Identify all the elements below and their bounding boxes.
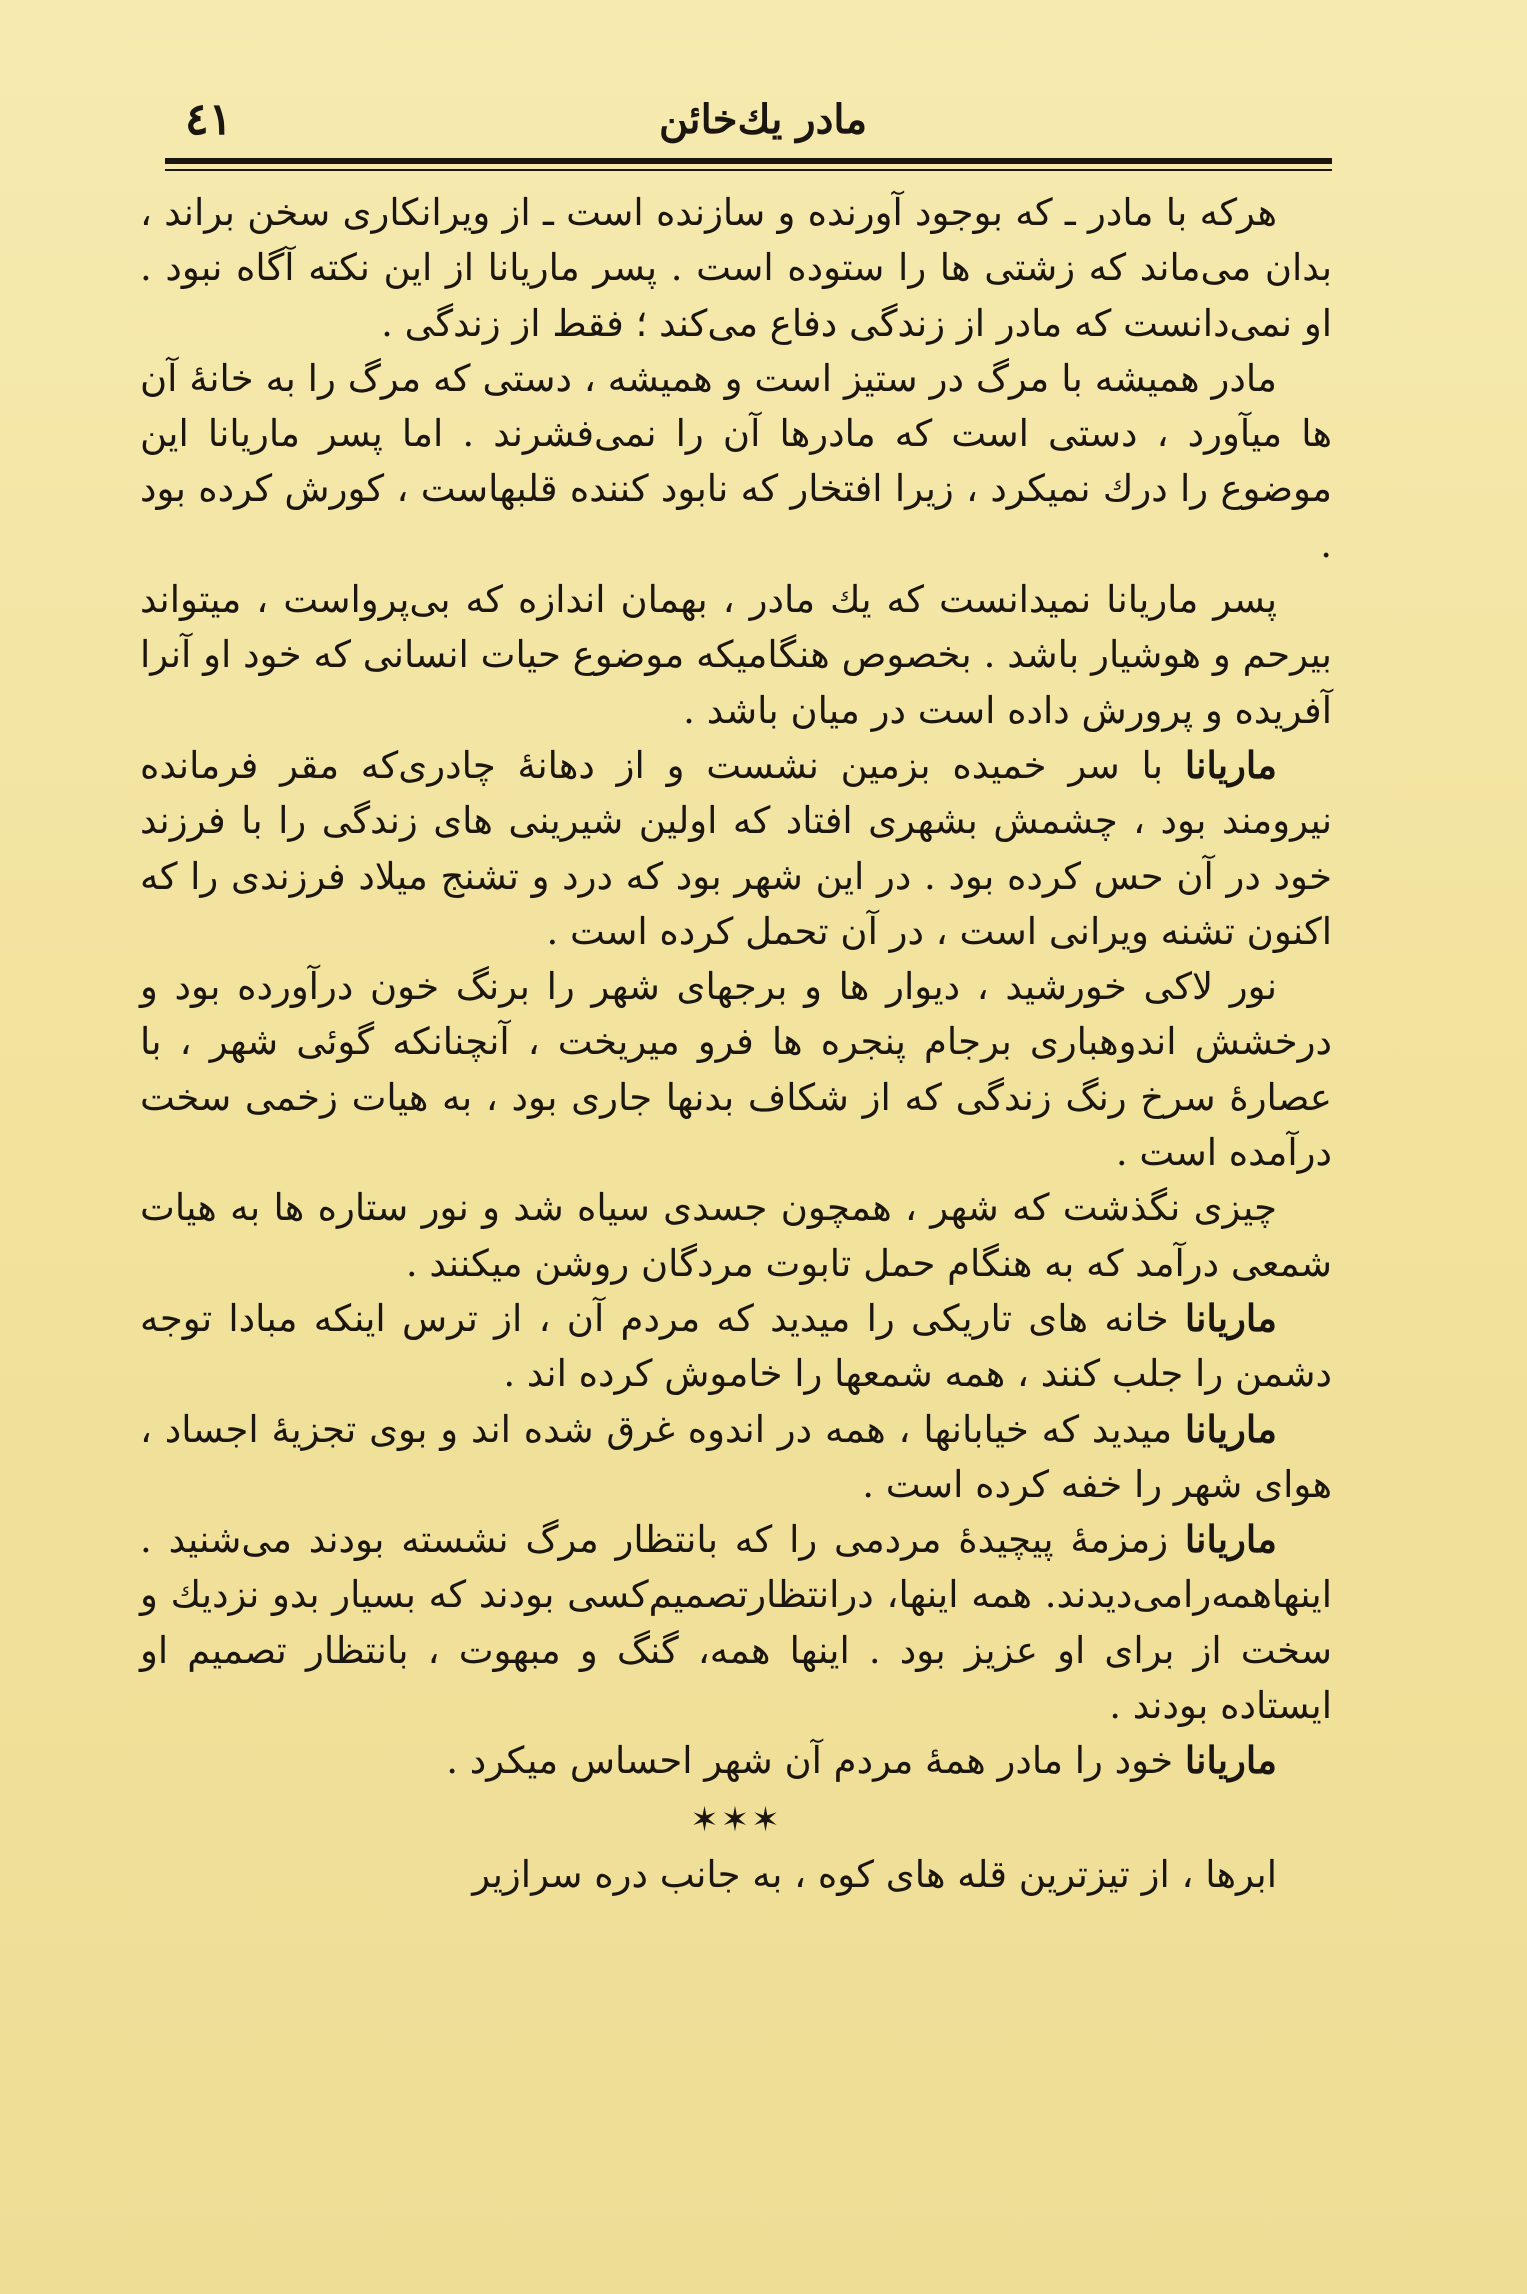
- paragraph-text: هرکه با مادر ـ که بوجود آورنده و سازنده است ـ از ویرانکاری سخن براند ، بدان می‌ماند که زشتی ها را ستوده است . پسر ماریانا از این نکته آگاه نبود . او نمی‌دانست که مادر از زندگی دفاع می‌کند ؛ فقط از زندگی .: [140, 191, 1332, 345]
- paragraph-lead: ماریانا: [1184, 1406, 1277, 1451]
- paragraph-lead: ماریانا: [1184, 742, 1277, 787]
- paragraph-lead: ماریانا: [1184, 1738, 1277, 1783]
- paragraph: [140, 1291, 1332, 1402]
- paragraph-text: نور لاکی خورشید ، دیوار ها و برجهای شهر را برنگ خون درآورده بود و درخشش اندوهباری برجام پنجره ها فرو میریخت ، آنچنانکه گوئی شهر ، با عصارهٔ سرخ رنگ زندگی که از شکاف بدنها جاری بود ، به هیات زخمی سخت درآمده است .: [140, 965, 1332, 1175]
- paragraph: [140, 572, 1332, 738]
- paragraph: [140, 351, 1332, 572]
- page-header: [165, 88, 1337, 152]
- paragraph-text: چیزی نگذشت که شهر ، همچون جسدی سیاه شد و نور ستاره ها به هیات شمعی درآمد که به هنگام حمل تابوت مردگان روشن میکنند .: [140, 1186, 1332, 1285]
- final-line: ابرها ، از تیزترین قله های کوه ، به جانب دره سرازیر: [472, 1852, 1277, 1896]
- page-number: ٤١: [185, 94, 233, 145]
- paragraph-lead: ماریانا: [1184, 1295, 1277, 1340]
- paragraph: [140, 185, 1332, 351]
- paragraph-text: با سر خمیده بزمین نشست و از دهانهٔ چادری‌که مقر فرمانده نیرومند بود ، چشمش بشهری افتاد که اولین شیرینی های زندگی را با فرزند خود در آن حس کرده بود . در این شهر بود که درد و تشنج میلاد فرزندی را که اکنون تشنه ویرانی است ، در آن تحمل کرده است .: [140, 743, 1332, 953]
- header-rule-thin: [165, 169, 1332, 171]
- paragraph: [140, 959, 1332, 1180]
- paragraph-text: مادر همیشه با مرگ در ستیز است و همیشه ، دستی که مرگ را به خانهٔ آن ها میآورد ، دستی است که مادرها آن را نمی‌فشرند . اما پسر ماریانا این موضوع را درك نمیکرد ، زیرا افتخار که نابود کننده قلبهاست ، کورش کرده بود .: [140, 356, 1332, 566]
- paragraph: [140, 1512, 1332, 1733]
- paragraph-text: خانه های تاریکی را میدید که مردم آن ، از ترس اینکه مبادا توجه دشمن را جلب کنند ، همه شمعها را خاموش کرده اند .: [140, 1296, 1332, 1396]
- paragraph-text: خود را مادر همهٔ مردم آن شهر احساس میکرد .: [446, 1739, 1185, 1783]
- paragraph: [140, 1180, 1332, 1291]
- paragraph-text: زمزمهٔ پیچیدهٔ مردمی را که بانتظار مرگ نشسته بودند می‌شنید . اینها‌همه‌رامی‌دیدند. همه اینها، درانتظارتصمیم‌کسی بودند که بسیار بدو نزدیك و سخت از برای او عزیز بود . اینها همه، گنگ و مبهوت ، بانتظار تصمیم او ایستاده بودند .: [140, 1518, 1332, 1728]
- paragraph: [140, 1402, 1332, 1513]
- header-rule-thick: [165, 158, 1332, 164]
- paragraph: [140, 738, 1332, 959]
- body-text: [140, 185, 1332, 1902]
- paragraph: [140, 1733, 1332, 1788]
- paragraph-lead: ماریانا: [1184, 1517, 1277, 1562]
- running-title: مادر يك‌خائن: [658, 96, 867, 143]
- paragraph-text: پسر ماریانا نمیدانست که یك مادر ، بهمان اندازه که بی‌پرواست ، میتواند بیرحم و هوشیار باشد . بخصوص هنگامیکه موضوع حیات انسانی که خود او آنرا آفریده و پرورش داده است در میان باشد .: [140, 578, 1332, 732]
- paragraph-text: میدید که خیابانها ، همه در اندوه غرق شده اند و بوی تجزیهٔ اجساد ، هوای شهر را خفه کرده است .: [140, 1407, 1332, 1506]
- section-ornament: ✶✶✶: [690, 1799, 782, 1840]
